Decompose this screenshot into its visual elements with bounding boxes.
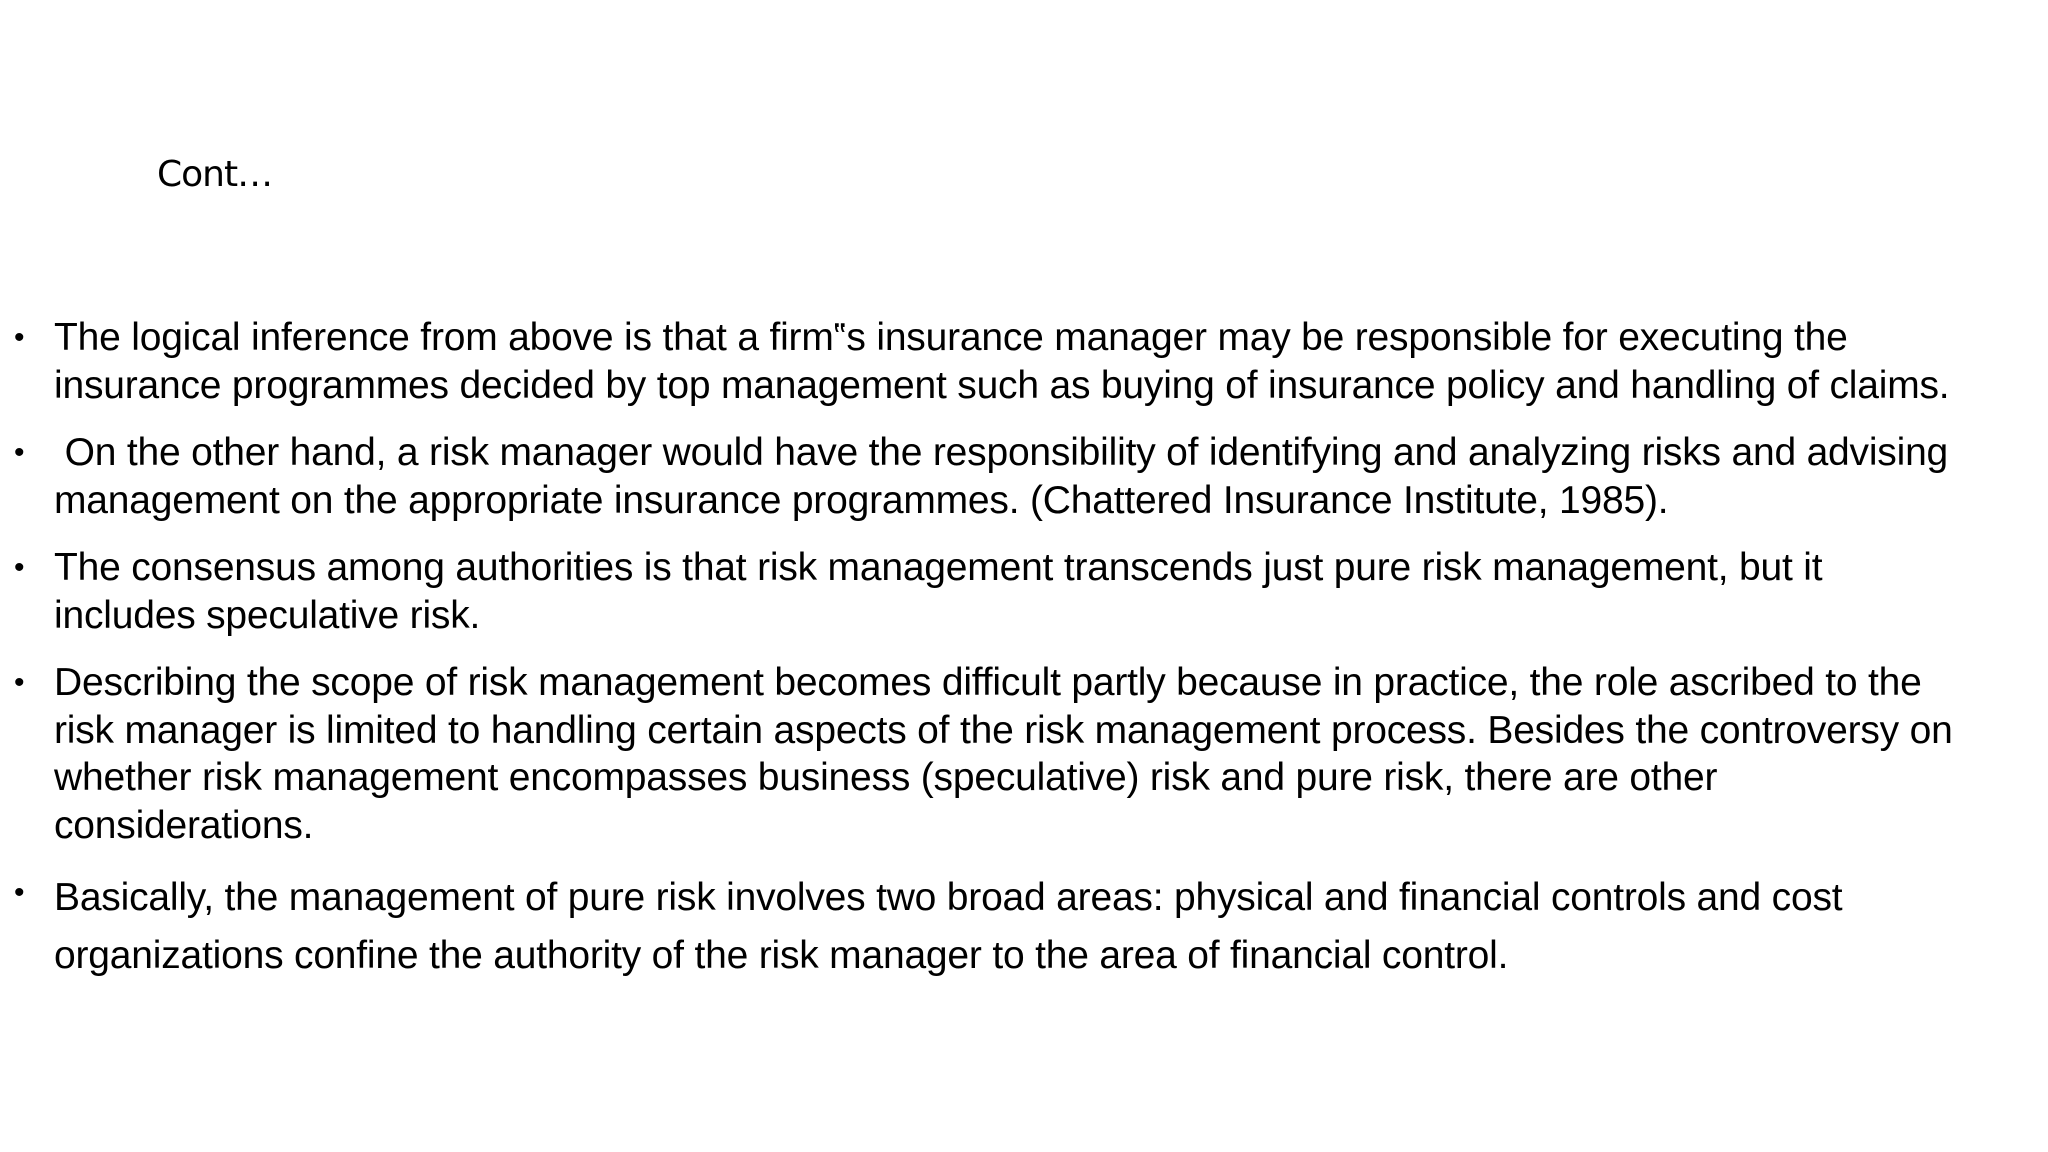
bullet-item xyxy=(0,869,1960,985)
bullet-item xyxy=(0,659,1960,849)
bullet-icon: • xyxy=(14,666,25,699)
bullet-icon: • xyxy=(14,436,25,469)
bullet-item xyxy=(0,544,1960,639)
bullet-icon: • xyxy=(14,321,25,354)
bullet-text: On the other hand, a risk manager would have the responsibility of identifying and analyzing risks and advising management on the appropriate insurance programmes. (Chattered Insurance Institute, 1985). xyxy=(54,431,1959,522)
bullet-item xyxy=(0,429,1960,524)
bullet-text: Basically, the management of pure risk involves two broad areas: physical and financial controls and cost organizations confine the authority of the risk manager to the area of financial control. xyxy=(54,876,1843,977)
bullet-icon: • xyxy=(14,876,25,909)
bullet-text: The logical inference from above is that a firm‟s insurance manager may be responsible for executing the insurance programmes decided by top management such as buying of insurance policy and handling of claims. xyxy=(54,316,1950,407)
bullet-text: The consensus among authorities is that risk management transcends just pure risk management, but it includes speculative risk. xyxy=(54,546,1823,637)
bullet-text: Describing the scope of risk management becomes difficult partly because in practice, the role ascribed to the risk manager is limited to handling certain aspects of the risk management process. Besides the controversy on whether risk management encompasses business (speculative) risk and pure risk, there are other considerations. xyxy=(54,661,1953,847)
slide-title: Cont… xyxy=(157,154,273,195)
bullet-list xyxy=(0,314,1960,1005)
bullet-icon: • xyxy=(14,551,25,584)
bullet-item xyxy=(0,314,1960,409)
